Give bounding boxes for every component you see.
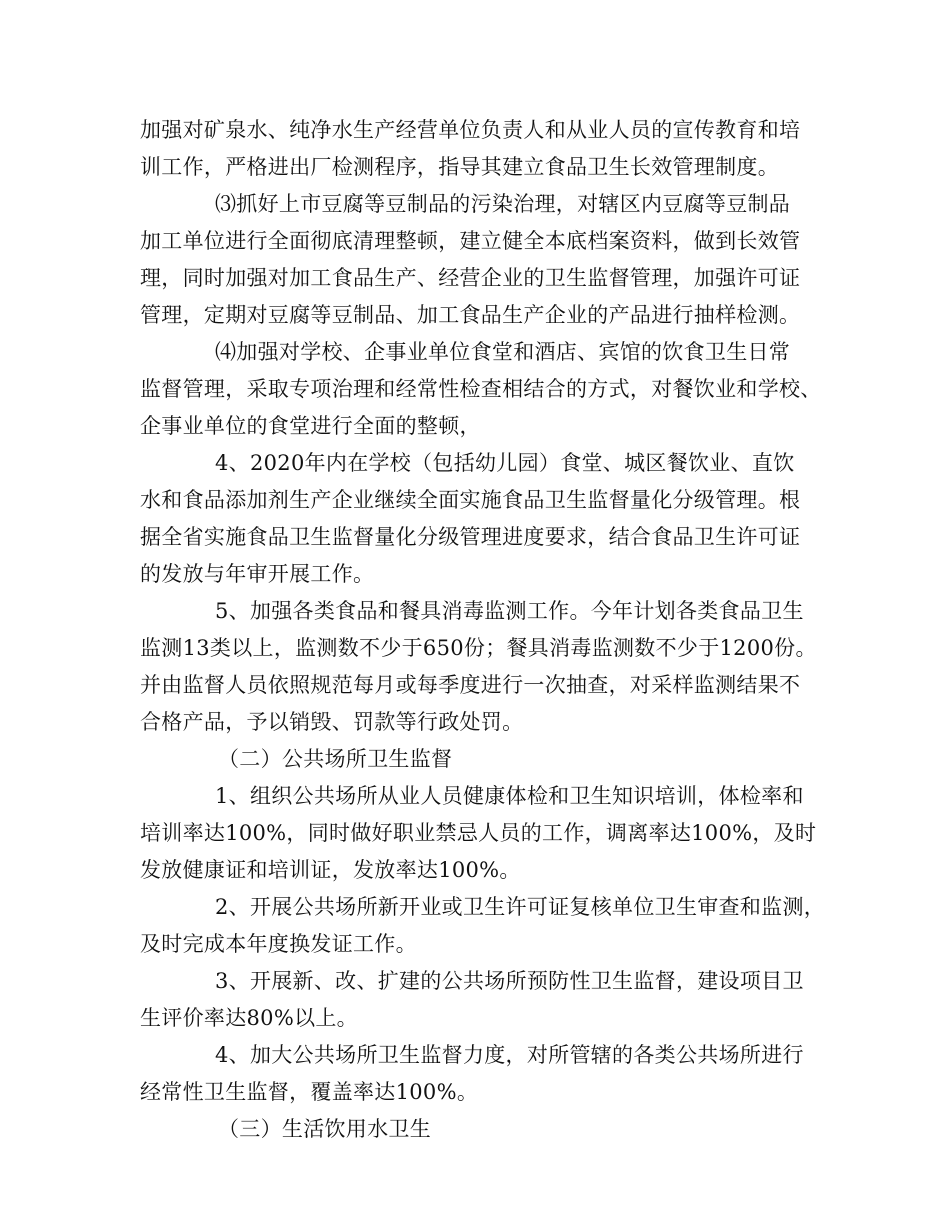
paragraph-start-line: 5、加强各类食品和餐具消毒监测工作。今年计划各类食品卫生	[215, 599, 804, 623]
paragraph-start-line: 2、开展公共场所新开业或卫生许可证复核单位卫生审查和监测，	[215, 895, 826, 919]
text-line: 合格产品，予以销毁、罚款等行政处罚。	[140, 710, 524, 734]
text-line: 及时完成本年度换发证工作。	[140, 932, 417, 956]
paragraph-start-line: 3、开展新、改、扩建的公共场所预防性卫生监督，建设项目卫	[215, 969, 804, 993]
text-line: 监督管理，采取专项治理和经常性检查相结合的方式，对餐饮业和学校、	[140, 377, 822, 401]
text-line: 经常性卫生监督，覆盖率达100%。	[140, 1080, 479, 1104]
text-line: 加强对矿泉水、纯净水生产经营单位负责人和从业人员的宣传教育和培	[140, 118, 801, 142]
text-line: 水和食品添加剂生产企业继续全面实施食品卫生监督量化分级管理。根	[140, 488, 801, 512]
text-line: 加工单位进行全面彻底清理整顿，建立健全本底档案资料，做到长效管	[140, 229, 801, 253]
paragraph-start-line: 4、加大公共场所卫生监督力度，对所管辖的各类公共场所进行	[215, 1043, 804, 1067]
section-heading: （三）生活饮用水卫生	[218, 1117, 431, 1141]
text-line: 培训率达100%，同时做好职业禁忌人员的工作，调离率达100%，及时	[140, 821, 817, 845]
text-line: 生评价率达80%以上。	[140, 1006, 358, 1030]
paragraph-start-line: ⑶抓好上市豆腐等豆制品的污染治理，对辖区内豆腐等豆制品	[215, 192, 791, 216]
text-line: 训工作，严格进出厂检测程序，指导其建立食品卫生长效管理制度。	[140, 155, 779, 179]
text-line: 并由监督人员依照规范每月或每季度进行一次抽查，对采样监测结果不	[140, 673, 801, 697]
text-line: 监测13类以上，监测数不少于650份；餐具消毒监测数不少于1200份。	[140, 636, 817, 660]
paragraph-start-line: 4、2020年内在学校（包括幼儿园）食堂、城区餐饮业、直饮	[215, 451, 795, 475]
paragraph-start-line: ⑷加强对学校、企事业单位食堂和酒店、宾馆的饮食卫生日常	[215, 340, 791, 364]
text-line: 理，同时加强对加工食品生产、经营企业的卫生监督管理，加强许可证	[140, 266, 801, 290]
text-line: 企事业单位的食堂进行全面的整顿，	[140, 414, 481, 438]
section-heading: （二）公共场所卫生监督	[218, 747, 453, 771]
text-line: 的发放与年审开展工作。	[140, 562, 375, 586]
text-line: 发放健康证和培训证，发放率达100%。	[140, 858, 521, 882]
text-line: 管理，定期对豆腐等豆制品、加工食品生产企业的产品进行抽样检测。	[140, 303, 801, 327]
text-line: 据全省实施食品卫生监督量化分级管理进度要求，结合食品卫生许可证	[140, 525, 801, 549]
paragraph-start-line: 1、组织公共场所从业人员健康体检和卫生知识培训，体检率和	[215, 784, 804, 808]
